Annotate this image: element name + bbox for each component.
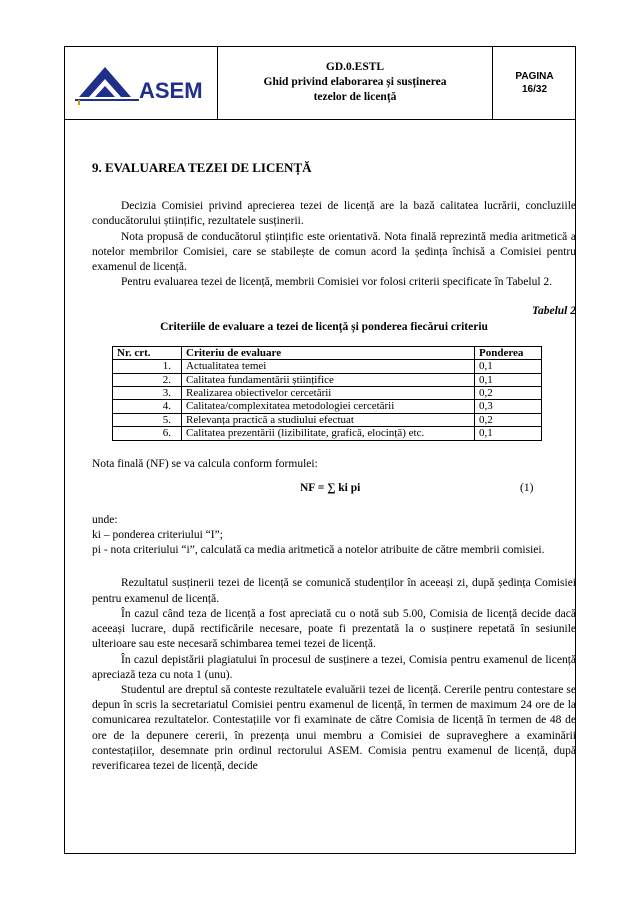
formula-intro: Nota finală (NF) se va calcula conform formulei: <box>92 457 318 470</box>
page-number: 16/32 <box>521 83 548 95</box>
table-label: Tabelul 2 <box>532 305 576 318</box>
cell-criteriu: Actualitatea temei <box>182 360 475 373</box>
cell-criteriu: Relevanța practică a studiului efectuat <box>182 413 475 426</box>
cell-pondere: 0,1 <box>475 427 542 440</box>
cell-nr: 2. <box>113 373 182 386</box>
table-caption: Criteriile de evaluare a tezei de licență și ponderea fiecărui criteriu <box>160 320 488 333</box>
cell-pondere: 0,2 <box>475 387 542 400</box>
paragraph: Nota propusă de conducătorul științific este orientativă. Nota finală reprezintă media aritmetică a notelor membrilor Comisiei, care se stabilește de comun acord la ședința închisă a Comisiei pentru examenul de licență. <box>92 230 576 274</box>
cell-criteriu: Calitatea prezentării (lizibilitate, grafică, elocință) etc. <box>182 427 475 440</box>
asem-logo-icon <box>75 59 207 107</box>
header-pondere: Ponderea <box>475 346 542 359</box>
document-title-line2: tezelor de licență <box>313 91 397 103</box>
table-row <box>113 373 542 386</box>
logo-text: ASEM <box>138 77 203 103</box>
document-code: GD.0.ESTL <box>325 61 385 73</box>
formula-k-definition: ki – ponderea criteriului “I”; <box>92 529 223 542</box>
header-nr: Nr. crt. <box>113 346 182 359</box>
paragraph: În cazul când teza de licență a fost apreciată cu o notă sub 5.00, Comisia de licență decide dacă aceeași lucrare, după rectificările necesare, poate fi prezentată la o susținere repetată în sesiunile ulterioare sau este necesară schimbarea temei tezei de licență. <box>92 607 576 651</box>
page-content <box>92 160 576 774</box>
cell-pondere: 0,1 <box>475 373 542 386</box>
formula-unde: unde: <box>92 513 118 526</box>
document-header <box>64 46 576 120</box>
paragraph: Studentul are dreptul să conteste rezultatele evaluării tezei de licență. Cererile pentru contestare se depun în scris la secretariatul Comisiei pentru examenul de licență, în termen de maximum 24 ore de la comunicarea rezultatelor. Contestațiile vor fi examinate de către Comisia de licență în termen de 48 de ore de la depunere cererii, în prezența unui membru a Comisiei de supraveghere a examinării contestațiilor, desemnate prin ordinul rectorului ASEM. Comisia pentru examenul de licență, după reverificarea tezei de licență, decide <box>92 683 576 772</box>
paragraph: Pentru evaluarea tezei de licență, membrii Comisiei vor folosi criterii specificate în Tabelul 2. <box>121 276 553 289</box>
paragraph: Rezultatul susținerii tezei de licență se comunică studenților în aceeași zi, după ședința Comisiei pentru examenul de licență. <box>92 577 576 605</box>
document-title-line1: Ghid privind elaborarea și susținerea <box>263 76 447 88</box>
table-row <box>113 400 542 413</box>
formula-line <box>92 481 576 501</box>
asem-logo <box>64 46 218 119</box>
cell-pondere: 0,3 <box>475 400 542 413</box>
table-row <box>113 413 542 426</box>
cell-criteriu: Calitatea/complexitatea metodologiei cercetării <box>182 400 475 413</box>
section-heading: 9. EVALUAREA TEZEI DE LICENȚĂ <box>92 160 312 175</box>
formula-expression: NF = ∑ ki pi <box>300 481 361 494</box>
cell-criteriu: Realizarea obiectivelor cercetării <box>182 387 475 400</box>
paragraph: Decizia Comisiei privind aprecierea tezei de licență are la bază calitatea lucrării, concluziile conducătorului științific, rezultatele susținerii. <box>92 200 576 228</box>
cell-nr: 6. <box>113 427 182 440</box>
table-row <box>113 360 542 373</box>
paragraph: În cazul depistării plagiatului în procesul de susținere a tezei, Comisia pentru examenul de licență apreciază teza cu nota 1 (unu). <box>92 653 576 681</box>
table-row <box>113 387 542 400</box>
cell-nr: 5. <box>113 413 182 426</box>
cell-nr: 1. <box>113 360 182 373</box>
formula-number: (1) <box>520 481 534 494</box>
cell-nr: 3. <box>113 387 182 400</box>
cell-pondere: 0,2 <box>475 413 542 426</box>
table-row <box>113 427 542 440</box>
criteria-table <box>112 346 542 441</box>
page-indicator <box>493 46 576 119</box>
header-criteriu: Criteriu de evaluare <box>182 346 475 359</box>
cell-criteriu: Calitatea fundamentării științifice <box>182 373 475 386</box>
table-header-row <box>113 346 542 359</box>
cell-nr: 4. <box>113 400 182 413</box>
page-label: PAGINA <box>515 70 554 82</box>
formula-p-definition: pi - nota criteriului “i”, calculată ca media aritmetică a notelor atribuite de către membrii comisiei. <box>92 544 545 557</box>
cell-pondere: 0,1 <box>475 360 542 373</box>
header-title-block <box>218 46 493 119</box>
